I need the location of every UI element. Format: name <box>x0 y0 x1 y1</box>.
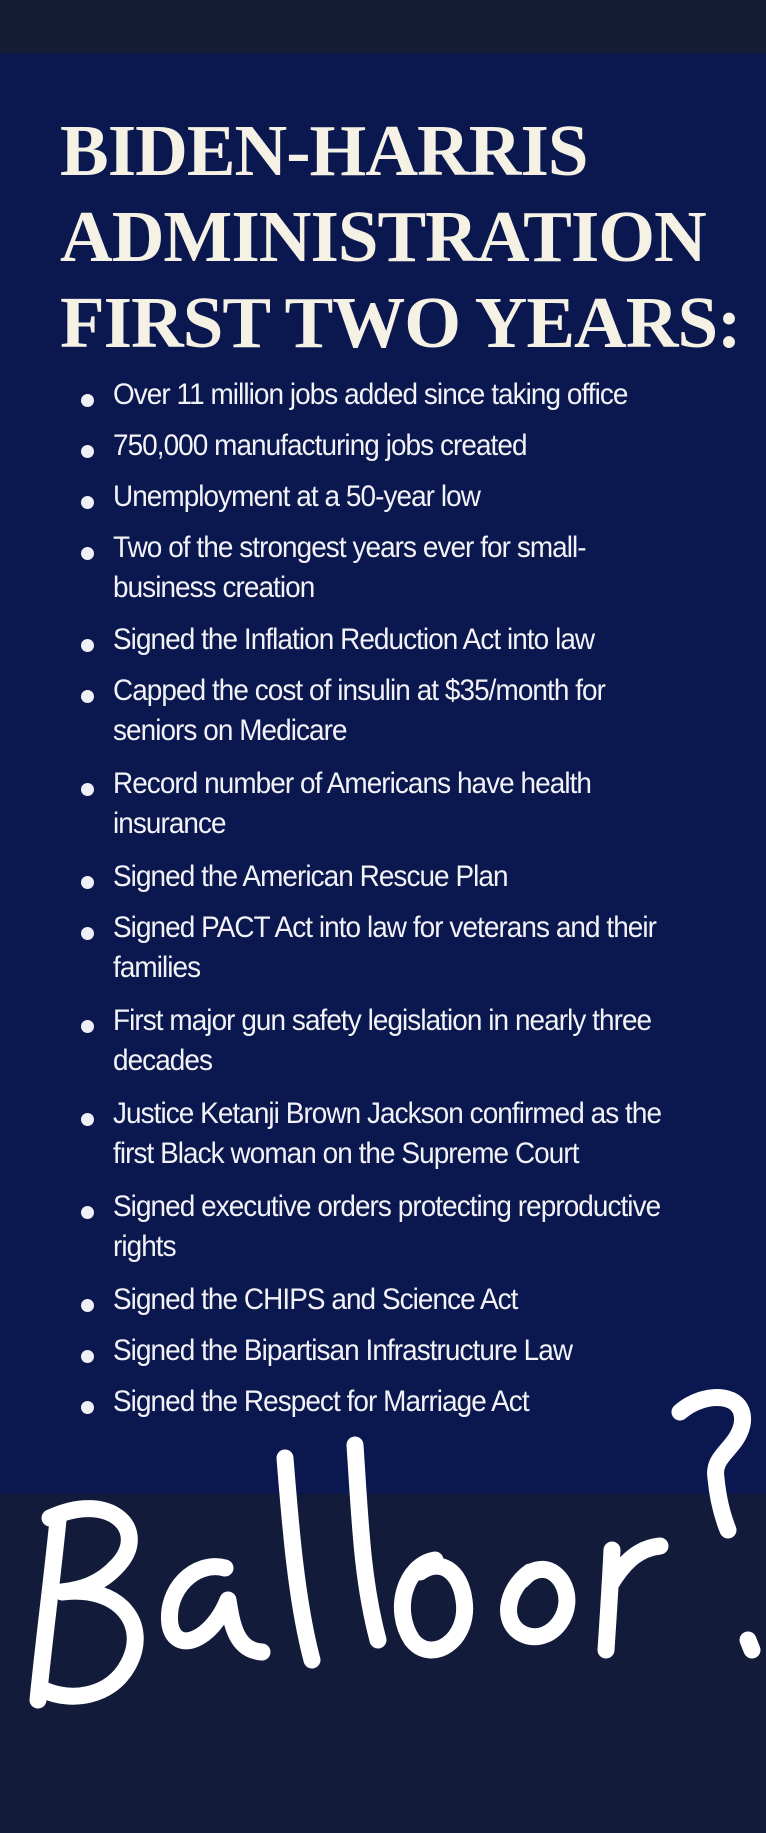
list-item-text: Over 11 million jobs added since taking office <box>113 378 628 411</box>
list-item-text: Justice Ketanji Brown Jackson confirmed as the first Black woman on the Supreme Court <box>113 1097 662 1170</box>
bullet-icon <box>81 445 94 458</box>
headline-line-3: FIRST TWO YEARS: <box>60 282 741 363</box>
list-item-text: Capped the cost of insulin at $35/month for seniors on Medicare <box>113 674 605 747</box>
bullet-icon <box>81 1350 94 1363</box>
bottom-dark-band <box>0 1494 766 1833</box>
list-item-text: Signed executive orders protecting reproductive rights <box>113 1190 661 1263</box>
list-item-text: First major gun safety legislation in nearly three decades <box>113 1004 652 1077</box>
bullet-icon <box>81 547 94 560</box>
bullet-icon <box>81 1299 94 1312</box>
list-item-text: Unemployment at a 50-year low <box>113 480 480 513</box>
list-item-text: Record number of Americans have health insurance <box>113 767 591 840</box>
headline-line-1: BIDEN-HARRIS <box>60 110 588 191</box>
list-item-text: Signed the Bipartisan Infrastructure Law <box>113 1334 573 1367</box>
bullet-icon <box>81 1113 94 1126</box>
list-item-text: Two of the strongest years ever for small-business creation <box>113 531 586 604</box>
top-dark-band <box>0 0 766 54</box>
list-item-text: Signed PACT Act into law for veterans and their families <box>113 911 657 984</box>
headline-line-2: ADMINISTRATION <box>60 196 706 277</box>
list-item-text: Signed the CHIPS and Science Act <box>113 1283 518 1316</box>
list-item-text: Signed the Respect for Marriage Act <box>113 1385 529 1418</box>
bullet-icon <box>81 639 94 652</box>
bullet-icon <box>81 394 94 407</box>
bullet-icon <box>81 876 94 889</box>
bullet-icon <box>81 690 94 703</box>
bullet-icon <box>81 1401 94 1414</box>
bullet-icon <box>81 496 94 509</box>
headline <box>60 108 740 366</box>
list-item-text: 750,000 manufacturing jobs created <box>113 429 527 462</box>
bullet-icon <box>81 927 94 940</box>
list-item-text: Signed the American Rescue Plan <box>113 860 508 893</box>
list-item-text: Signed the Inflation Reduction Act into law <box>113 623 595 656</box>
bullet-icon <box>81 783 94 796</box>
bullet-icon <box>81 1020 94 1033</box>
bullet-icon <box>81 1206 94 1219</box>
